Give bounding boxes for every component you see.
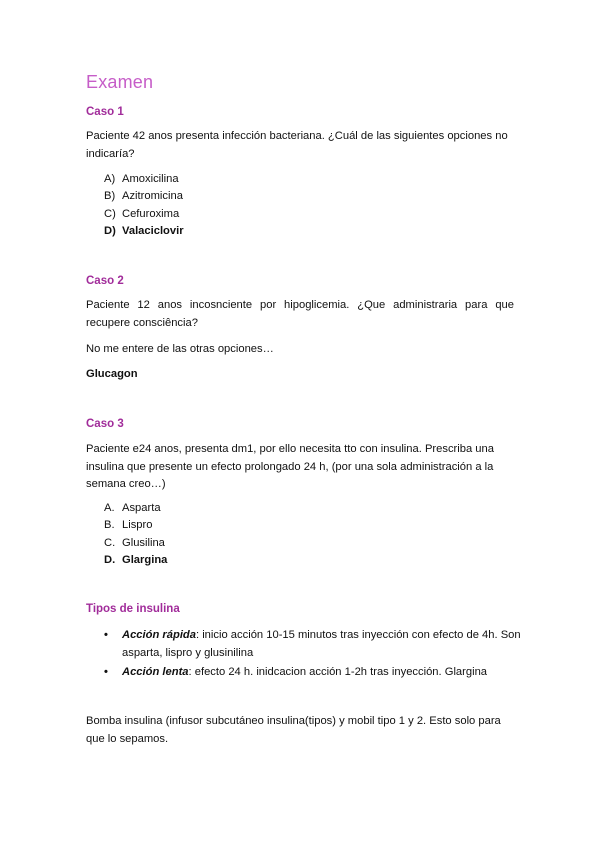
caso3-options [104,500,504,569]
list-item [104,627,524,662]
caso3-option-a [104,500,504,517]
option-letter: D) [104,224,116,237]
option-text: Glusilina [122,536,165,549]
option-letter: C. [104,536,116,549]
caso2-question: Paciente 12 anos incosnciente por hipoglicemia. ¿Que administraria para que recupere consciência? [86,299,514,329]
bullet-text: : inicio acción 10-15 minutos tras inyección con efecto de 4h. Son asparta, lispro y glusinilina [122,629,521,659]
option-letter: D. [104,553,116,566]
tipos-heading: Tipos de insulina [86,603,180,615]
option-text: Glargina [122,553,168,566]
caso1-heading: Caso 1 [86,106,124,118]
option-letter: C) [104,207,116,220]
page-title: Examen [86,72,154,92]
option-letter: A) [104,173,116,185]
caso2-note: No me entere de las otras opciones… [86,343,274,355]
option-letter: B. [104,519,115,532]
option-letter: B) [104,190,116,203]
caso3-option-d-correct [104,552,504,569]
caso3-option-c [104,535,504,552]
caso1-option-a [104,171,504,188]
caso3-question: Paciente e24 anos, presenta dm1, por ello necesita tto con insulina. Prescriba una insulina que presente un efecto prolongado 24 h, (por una sola administración a la semana creo…) [86,443,494,490]
option-text: Cefuroxima [122,207,180,220]
option-text: Valaciclovir [122,224,184,237]
caso3-heading: Caso 3 [86,418,124,430]
caso1-option-b [104,188,504,205]
bullet-text: : efecto 24 h. inidcacion acción 1-2h tras inyección. Glargina [188,666,488,678]
bullet-term: Acción lenta [122,666,189,678]
caso2-heading: Caso 2 [86,275,124,287]
caso1-question: Paciente 42 anos presenta infección bacteriana. ¿Cuál de las siguientes opciones no indicaría? [86,130,508,160]
option-text: Amoxicilina [122,173,179,185]
bullet-icon: • [104,629,108,641]
option-text: Azitromicina [122,190,183,203]
caso2-answer: Glucagon [86,368,138,380]
option-letter: A. [104,502,115,514]
footer-note: Bomba insulina (infusor subcutáneo insulina(tipos) y mobil tipo 1 y 2. Esto solo para que lo sepamos. [86,715,501,745]
bullet-icon: • [104,666,108,678]
caso1-option-c [104,206,504,223]
list-item [104,664,524,682]
caso3-option-b [104,517,504,534]
option-text: Lispro [122,519,153,532]
tipos-list [104,627,524,684]
bullet-term: Acción rápida [122,629,196,641]
caso1-option-d-correct [104,223,504,240]
caso1-options [104,171,504,240]
option-text: Asparta [122,502,161,514]
